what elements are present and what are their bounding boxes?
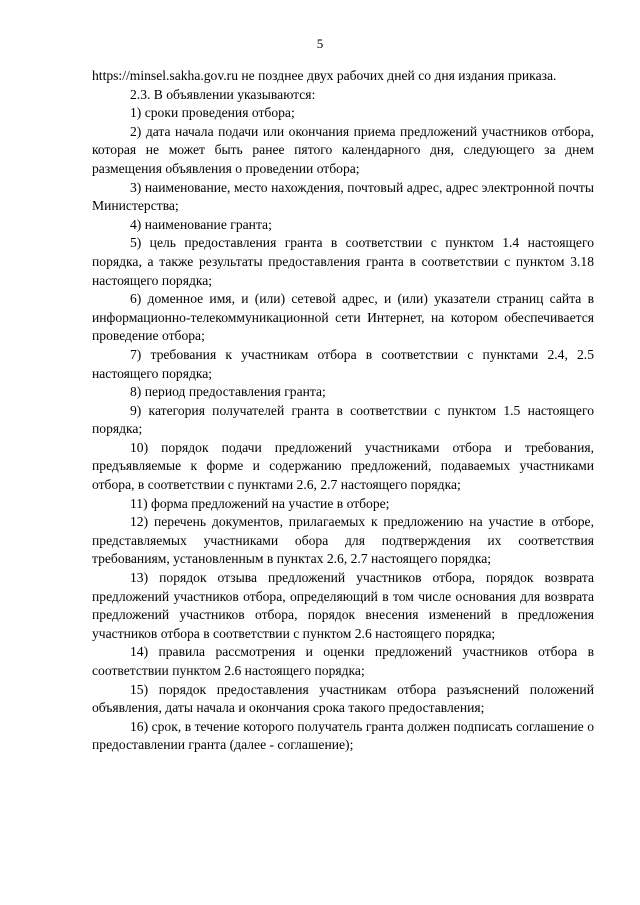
list-item: 14) правила рассмотрения и оценки предложений участников отбора в соответствии пунктом 2.6 настоящего порядка; — [92, 644, 594, 678]
list-item: 3) наименование, место нахождения, почтовый адрес, адрес электронной почты Министерства; — [92, 179, 594, 214]
page-number: 5 — [316, 36, 324, 51]
list-item: 6) доменное имя, и (или) сетевой адрес, и (или) указатели страниц сайта в информационно-телекоммуникационной сети Интернет, на котором обеспечивается проведение отбора; — [92, 291, 594, 344]
list-item: 11) форма предложений на участие в отборе; — [130, 495, 390, 511]
list-item: 4) наименование гранта; — [130, 216, 272, 232]
document-body — [92, 67, 594, 755]
list-item: 10) порядок подачи предложений участниками отбора и требования, предъявляемые к форме и содержанию предложений, подаваемых участниками отбора, в соответствии с пунктами 2.6, 2.7 настоящего порядка; — [92, 439, 594, 493]
list-item: 2) дата начала подачи или окончания приема предложений участников отбора, которая не может быть ранее пятого календарного дня, следующего за днем размещения объявления о проведении отбора; — [92, 123, 594, 176]
list-item: 13) порядок отзыва предложений участников отбора, порядок возврата предложений участников отбора, определяющий в том числе основания для возврата предложений участников отбора, порядок внесения изменений в предложения участников отбора в соответствии с пунктом 2.6 настоящего порядка; — [92, 570, 594, 641]
paragraph-continuation: https://minsel.sakha.gov.ru не позднее двух рабочих дней со дня издания приказа. — [92, 68, 557, 83]
list-item: 9) категория получателей гранта в соответствии с пунктом 1.5 настоящего порядка; — [92, 402, 594, 437]
list-item: 1) сроки проведения отбора; — [130, 105, 295, 121]
list-item: 8) период предоставления гранта; — [130, 384, 326, 400]
list-item: 5) цель предоставления гранта в соответствии с пунктом 1.4 настоящего порядка, а также результаты предоставления гранта в соответствии с пунктом 3.18 настоящего порядка; — [92, 235, 594, 288]
list-item: 15) порядок предоставления участникам отбора разъяснений положений объявления, даты начала и окончания срока такого предоставления; — [92, 681, 594, 716]
list-item: 7) требования к участникам отбора в соответствии с пунктами 2.4, 2.5 настоящего порядка; — [92, 346, 594, 381]
list-item: 16) срок, в течение которого получатель гранта должен подписать соглашение о предоставлении гранта (далее - соглашение); — [92, 718, 594, 753]
list-item: 12) перечень документов, прилагаемых к предложению на участие в отборе, представляемых участниками обора для подтверждения их соответствия требованиям, установленным в пунктах 2.6, 2.7 настоящего порядка; — [92, 514, 594, 567]
paragraph-section-heading: 2.3. В объявлении указываются: — [130, 86, 316, 102]
